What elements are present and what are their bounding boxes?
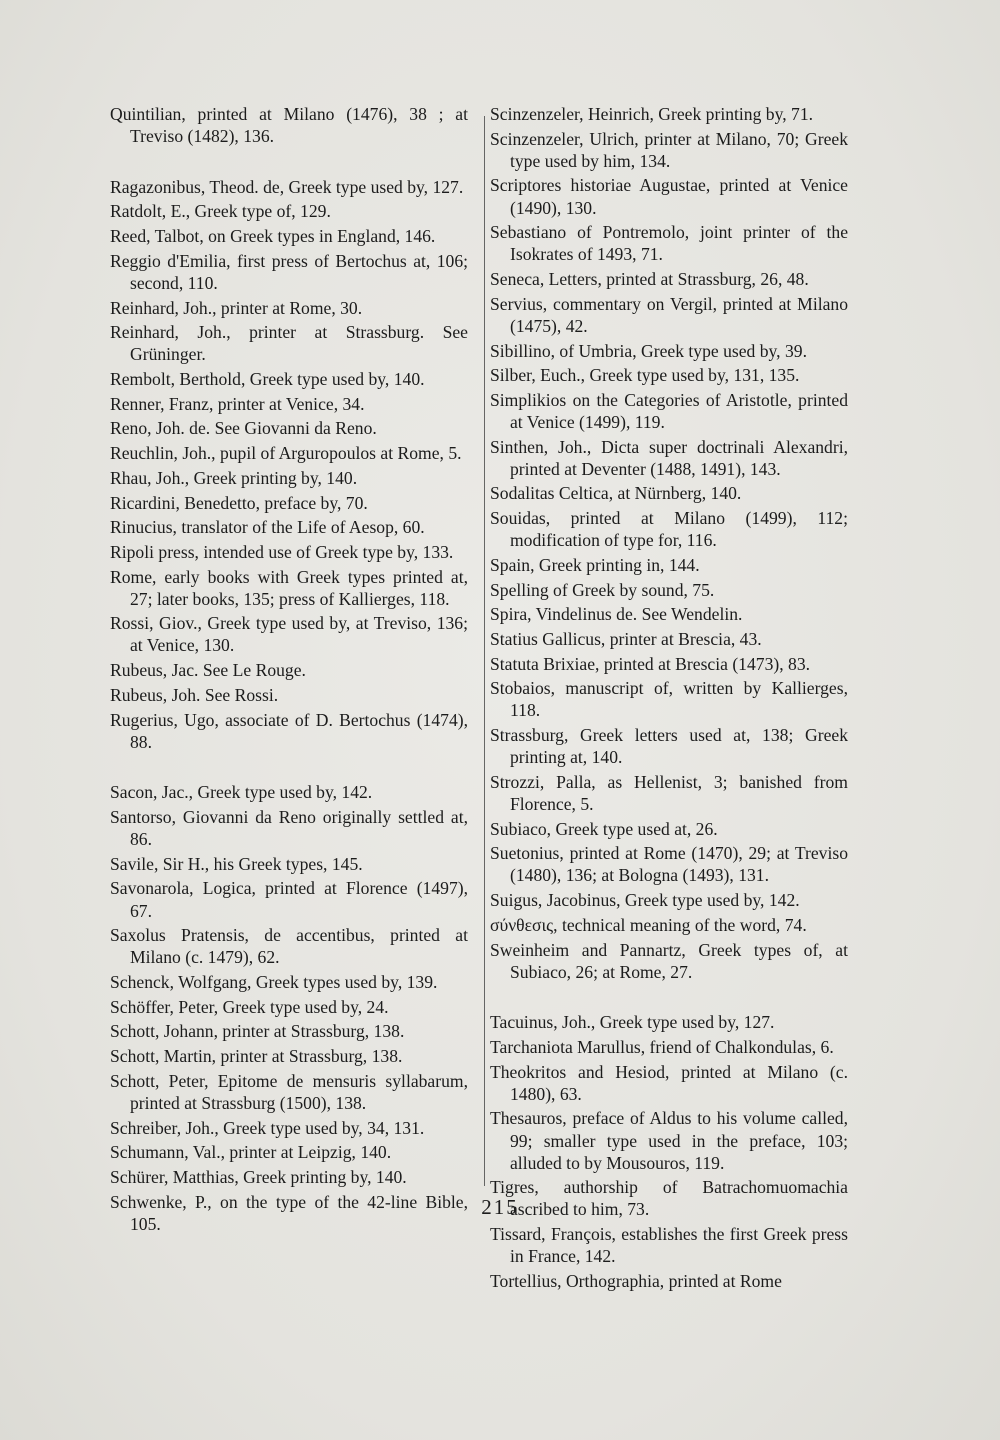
index-entry: Souidas, printed at Milano (1499), 112; modification of type for, 116. [490,508,848,551]
index-entry: Sacon, Jac., Greek type used by, 142. [110,782,373,803]
index-entry: Suigus, Jacobinus, Greek type used by, 142. [490,890,800,911]
index-entry: Spelling of Greek by sound, 75. [490,579,715,600]
index-entry: Rugerius, Ugo, associate of D. Bertochus (1474), 88. [110,709,468,752]
index-entry: Santorso, Giovanni da Reno originally settled at, 86. [110,807,468,850]
index-entry: Rome, early books with Greek types printed at, 27; later books, 135; press of Kallierges, 118. [110,566,468,609]
index-entry: Schott, Martin, printer at Strassburg, 138. [110,1046,403,1067]
index-entry: Sweinheim and Pannartz, Greek types of, at Subiaco, 26; at Rome, 27. [490,939,848,982]
index-entry: Schreiber, Joh., Greek type used by, 34, 131. [110,1117,425,1138]
index-entry: Simplikios on the Categories of Aristotle, printed at Venice (1499), 119. [490,389,848,432]
index-entry: Statuta Brixiae, printed at Brescia (1473), 83. [490,653,811,674]
index-entry: Savonarola, Logica, printed at Florence (1497), 67. [110,878,468,921]
index-entry: Reed, Talbot, on Greek types in England, 146. [110,226,436,247]
index-entry: Strassburg, Greek letters used at, 138; Greek printing at, 140. [490,725,848,768]
index-entry: Tortellius, Orthographia, printed at Rome [490,1270,782,1291]
index-entry: Ricardini, Benedetto, preface by, 70. [110,492,368,513]
index-entry: Schürer, Matthias, Greek printing by, 140. [110,1166,407,1187]
index-entry: Reggio d'Emilia, first press of Bertochus at, 106; second, 110. [110,250,468,293]
index-entry: Tarchaniota Marullus, friend of Chalkondulas, 6. [490,1037,834,1057]
index-entry: Scriptores historiae Augustae, printed at Venice (1490), 130. [490,175,848,218]
index-entry: Ragazonibus, Theod. de, Greek type used by, 127. [110,176,464,197]
index-entry: Tacuinus, Joh., Greek type used by, 127. [490,1012,775,1033]
index-entry: Schumann, Val., printer at Leipzig, 140. [110,1142,392,1163]
index-entry: Reinhard, Joh., printer at Rome, 30. [110,297,363,318]
index-entry: Scinzenzeler, Ulrich, printer at Milano, 70; Greek type used by him, 134. [490,128,848,171]
index-entry: Savile, Sir H., his Greek types, 145. [110,853,363,874]
index-entry: Saxolus Pratensis, de accentibus, printed at Milano (c. 1479), 62. [110,925,468,968]
index-entry: Renner, Franz, printer at Venice, 34. [110,393,365,414]
index-entry: Strozzi, Palla, as Hellenist, 3; banished from Florence, 5. [490,771,848,814]
index-entry: Rossi, Giov., Greek type used by, at Treviso, 136; at Venice, 130. [110,613,468,656]
index-entry: Sodalitas Celtica, at Nürnberg, 140. [490,483,742,504]
letter-group-gap [110,150,468,176]
index-entry: Statius Gallicus, printer at Brescia, 43. [490,628,762,649]
index-entry: Servius, commentary on Vergil, printed at Milano (1475), 42. [490,293,848,336]
index-entry: Rubeus, Jac. See Le Rouge. [110,660,306,681]
index-entry: Tigres, authorship of Batrachomuomachia ascribed to him, 73. [490,1177,848,1220]
index-entry: Thesauros, preface of Aldus to his volume called, 99; smaller type used in the preface, 103; alluded to by Mousouros, 119. [490,1108,848,1173]
index-entry: Ripoli press, intended use of Greek type by, 133. [110,541,454,562]
index-entry: Theokritos and Hesiod, printed at Milano (c. 1480), 63. [490,1061,848,1104]
index-entry: Sinthen, Joh., Dicta super doctrinali Alexandri, printed at Deventer (1488, 1491), 143. [490,436,848,479]
index-entry: Schott, Johann, printer at Strassburg, 138. [110,1021,405,1042]
index-column-right [490,103,848,1295]
index-entry: Schott, Peter, Epitome de mensuris syllabarum, printed at Strassburg (1500), 138. [110,1070,468,1113]
index-entry: Sebastiano of Pontremolo, joint printer of the Isokrates of 1493, 71. [490,222,848,265]
column-divider [484,116,485,1186]
letter-group-gap [490,985,848,1011]
index-entry: Silber, Euch., Greek type used by, 131, 135. [490,365,800,386]
index-entry: Sibillino, of Umbria, Greek type used by, 39. [490,340,807,361]
index-column-left [110,103,468,1237]
index-entry: Spira, Vindelinus de. See Wendelin. [490,604,743,625]
index-entry: σύνθεσις, technical meaning of the word, 74. [490,914,807,935]
index-entry: Tissard, François, establishes the first Greek press in France, 142. [490,1224,848,1267]
index-entry: Reuchlin, Joh., pupil of Arguropoulos at Rome, 5. [110,443,462,464]
index-entry: Scinzenzeler, Heinrich, Greek printing by, 71. [490,104,814,124]
index-entry: Rhau, Joh., Greek printing by, 140. [110,467,358,488]
index-entry: Rubeus, Joh. See Rossi. [110,684,279,705]
index-entry: Rinucius, translator of the Life of Aesop, 60. [110,517,425,538]
index-entry: Schenck, Wolfgang, Greek types used by, 139. [110,972,438,993]
index-entry: Stobaios, manuscript of, written by Kallierges, 118. [490,678,848,721]
index-entry: Seneca, Letters, printed at Strassburg, 26, 48. [490,269,809,290]
index-entry: Subiaco, Greek type used at, 26. [490,818,718,839]
letter-group-gap [110,755,468,781]
index-entry: Rembolt, Berthold, Greek type used by, 140. [110,369,425,390]
index-entry: Reno, Joh. de. See Giovanni da Reno. [110,418,377,439]
index-entry: Suetonius, printed at Rome (1470), 29; at Treviso (1480), 136; at Bologna (1493), 131. [490,843,848,886]
page-number: 215 [481,1195,519,1219]
index-entry: Schwenke, P., on the type of the 42-line Bible, 105. [110,1191,468,1234]
index-entry: Schöffer, Peter, Greek type used by, 24. [110,996,389,1017]
index-entry: Spain, Greek printing in, 144. [490,554,700,575]
index-entry: Quintilian, printed at Milano (1476), 38 ; at Treviso (1482), 136. [110,104,468,147]
index-entry: Reinhard, Joh., printer at Strassburg. See Grüninger. [110,322,468,365]
index-entry: Ratdolt, E., Greek type of, 129. [110,201,331,222]
